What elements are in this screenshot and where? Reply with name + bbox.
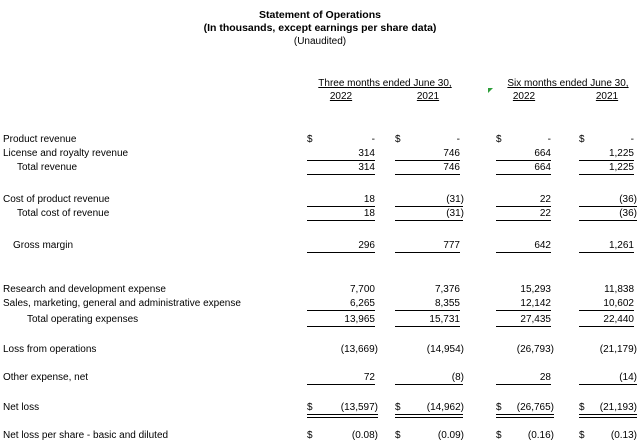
table-cell: 18 [363,208,375,219]
table-cell: 10,602 [603,298,634,309]
table-cell: - [456,134,460,145]
table-cell: (0.16) [527,430,554,441]
table-cell: (0.08) [351,430,378,441]
table-cell: (8) [451,372,464,383]
table-cell: 642 [534,240,551,251]
currency-symbol: $ [496,134,502,145]
underline [307,384,375,385]
underline [395,174,460,175]
double-underline [307,414,378,418]
underline [496,220,551,221]
currency-symbol: $ [395,430,401,441]
row-label: Cost of product revenue [3,194,110,205]
table-cell: (36) [619,194,637,205]
underline [579,326,634,327]
table-cell: (26,793) [516,344,554,355]
table-cell: 1,261 [608,240,634,251]
currency-symbol: $ [579,134,585,145]
underline [395,252,460,253]
currency-symbol: $ [496,402,502,413]
double-underline [496,414,554,418]
table-cell: 777 [443,240,460,251]
currency-symbol: $ [579,430,585,441]
row-label: Gross margin [13,240,74,251]
underline [579,220,637,221]
underline [307,310,375,311]
table-cell: (13,669) [340,344,378,355]
table-cell: 22 [539,208,551,219]
table-cell: 1,225 [608,148,634,159]
table-cell: 296 [358,240,375,251]
underline [579,384,637,385]
table-cell: 314 [358,148,375,159]
underline [307,174,375,175]
underline [395,206,463,207]
column-year: 2021 [416,91,440,102]
underline [307,220,375,221]
row-label: Net loss [3,402,40,413]
row-label: Research and development expense [3,284,166,295]
comment-marker-icon [488,88,493,93]
underline [496,310,551,311]
column-year: 2022 [512,91,536,102]
table-cell: (13,597) [340,402,378,413]
table-cell: 72 [363,372,375,383]
statement-title: Statement of Operations [259,9,381,21]
row-label: Total cost of revenue [17,208,110,219]
table-cell: - [630,134,634,145]
table-cell: 7,700 [349,284,375,295]
table-cell: 18 [363,194,375,205]
column-year: 2021 [595,91,619,102]
underline [395,310,460,311]
row-label: Total operating expenses [27,314,139,325]
row-label: License and royalty revenue [3,148,129,159]
row-label: Other expense, net [3,372,89,383]
underline [579,174,634,175]
table-cell: 6,265 [349,298,375,309]
underline [307,326,375,327]
table-cell: (0.13) [610,430,637,441]
underline [579,310,634,311]
table-cell: 15,731 [429,314,460,325]
underline [395,326,460,327]
table-cell: 746 [443,148,460,159]
currency-symbol: $ [307,402,313,413]
currency-symbol: $ [307,134,313,145]
underline [496,384,551,385]
table-cell: - [371,134,375,145]
table-cell: 7,376 [434,284,460,295]
underline [496,206,551,207]
row-label: Product revenue [3,134,77,145]
row-label: Loss from operations [3,344,97,355]
table-cell: (0.09) [437,430,464,441]
underline [395,160,460,161]
statement-subtitle: (In thousands, except earnings per share data) [203,22,437,34]
table-cell: (31) [446,208,464,219]
table-cell: (14,954) [426,344,464,355]
column-group-six-months: Six months ended June 30, [507,78,629,89]
currency-symbol: $ [395,134,401,145]
row-label: Total revenue [17,162,78,173]
table-cell: (21,193) [599,402,637,413]
underline [307,206,375,207]
underline [395,384,463,385]
table-cell: (14) [619,372,637,383]
table-cell: 1,225 [608,162,634,173]
currency-symbol: $ [395,402,401,413]
table-cell: (14,962) [426,402,464,413]
table-cell: 8,355 [434,298,460,309]
underline [307,160,375,161]
table-cell: 746 [443,162,460,173]
underline [496,252,551,253]
double-underline [579,414,637,418]
underline [307,252,375,253]
table-cell: (31) [446,194,464,205]
statement-note: (Unaudited) [293,36,347,47]
row-label: Net loss per share - basic and diluted [3,430,169,441]
table-cell: 15,293 [520,284,551,295]
underline [579,160,634,161]
table-cell: 314 [358,162,375,173]
currency-symbol: $ [579,402,585,413]
underline [579,252,634,253]
currency-symbol: $ [307,430,313,441]
table-cell: 22 [539,194,551,205]
currency-symbol: $ [496,430,502,441]
table-cell: 664 [534,148,551,159]
table-cell: 13,965 [344,314,375,325]
underline [395,220,463,221]
table-cell: - [547,134,551,145]
table-cell: 27,435 [520,314,551,325]
table-cell: 22,440 [603,314,634,325]
underline [496,326,551,327]
table-cell: 664 [534,162,551,173]
double-underline [395,414,463,418]
table-cell: (21,179) [599,344,637,355]
underline [579,206,637,207]
table-cell: 12,142 [520,298,551,309]
row-label: Sales, marketing, general and administrative expense [3,298,241,309]
underline [496,160,551,161]
table-cell: 28 [539,372,551,383]
column-group-three-months: Three months ended June 30, [318,78,452,89]
table-cell: 11,838 [604,284,634,295]
table-cell: (26,765) [516,402,554,413]
underline [496,174,551,175]
column-year: 2022 [329,91,353,102]
table-cell: (36) [619,208,637,219]
